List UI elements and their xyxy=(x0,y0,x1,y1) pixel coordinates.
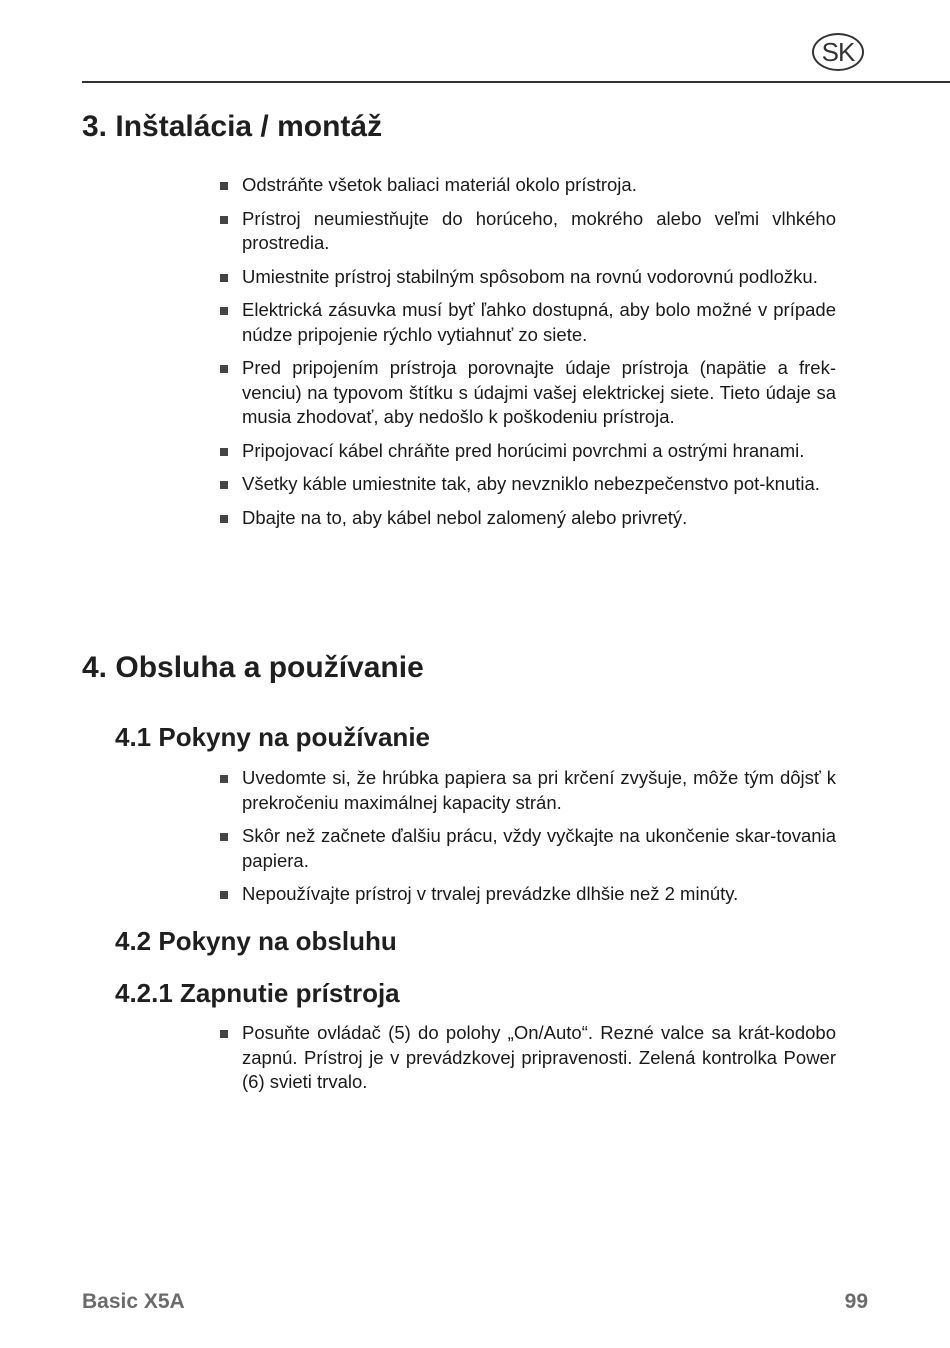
bullet-square-icon xyxy=(220,307,228,315)
list-item: Prístroj neumiestňujte do horúceho, mokrého alebo veľmi vlhkého prostredia. xyxy=(216,207,836,256)
bullet-square-icon xyxy=(220,1030,228,1038)
list-item: Všetky káble umiestnite tak, aby nevzniklo nebezpečenstvo pot-knutia. xyxy=(216,472,836,497)
bullet-square-icon xyxy=(220,365,228,373)
footer-model-name: Basic X5A xyxy=(82,1290,185,1313)
list-item: Elektrická zásuvka musí byť ľahko dostupná, aby bolo možné v prípade núdze pripojenie rýchlo vytiahnuť zo siete. xyxy=(216,298,836,347)
bullet-square-icon xyxy=(220,274,228,282)
list-item: Pred pripojením prístroja porovnajte údaje prístroja (napätie a frek-venciu) na typovom štítku s údajmi vašej elektrickej siete. Tieto údaje sa musia zhodovať, aby nedošlo k poškodeniu prístroja. xyxy=(216,356,836,430)
header-divider xyxy=(82,81,950,83)
list-item: Posuňte ovládač (5) do polohy „On/Auto“. Rezné valce sa krát-kodobo zapnú. Prístroj je v prevádzkovej pripravenosti. Zelená kontrolka Power (6) svieti trvalo. xyxy=(216,1021,836,1095)
list-item: Skôr než začnete ďalšiu prácu, vždy vyčkajte na ukončenie skar-tovania papiera. xyxy=(216,824,836,873)
language-badge: SK xyxy=(812,33,864,71)
section-3-list xyxy=(216,173,836,539)
bullet-square-icon xyxy=(220,891,228,899)
bullet-square-icon xyxy=(220,833,228,841)
section-4-1-title: 4.1 Pokyny na používanie xyxy=(115,722,430,752)
section-4-title: 4. Obsluha a používanie xyxy=(82,651,424,684)
section-4-2-title: 4.2 Pokyny na obsluhu xyxy=(115,926,397,956)
section-3-title: 3. Inštalácia / montáž xyxy=(82,110,383,143)
bullet-square-icon xyxy=(220,448,228,456)
list-item: Nepoužívajte prístroj v trvalej prevádzke dlhšie než 2 minúty. xyxy=(216,882,836,907)
section-4-1-list xyxy=(216,766,836,916)
section-4-2-1-list xyxy=(216,1021,836,1104)
list-item: Pripojovací kábel chráňte pred horúcimi povrchmi a ostrými hranami. xyxy=(216,439,836,464)
bullet-square-icon xyxy=(220,182,228,190)
list-item: Dbajte na to, aby kábel nebol zalomený alebo privretý. xyxy=(216,506,836,531)
bullet-square-icon xyxy=(220,481,228,489)
list-item: Umiestnite prístroj stabilným spôsobom na rovnú vodorovnú podložku. xyxy=(216,265,836,290)
footer-page-number: 99 xyxy=(844,1290,868,1313)
bullet-square-icon xyxy=(220,515,228,523)
bullet-square-icon xyxy=(220,216,228,224)
bullet-square-icon xyxy=(220,775,228,783)
list-item: Odstráňte všetok baliaci materiál okolo prístroja. xyxy=(216,173,836,198)
list-item: Uvedomte si, že hrúbka papiera sa pri krčení zvyšuje, môže tým dôjsť k prekročeniu maximálnej kapacity strán. xyxy=(216,766,836,815)
section-4-2-1-title: 4.2.1 Zapnutie prístroja xyxy=(115,978,400,1008)
